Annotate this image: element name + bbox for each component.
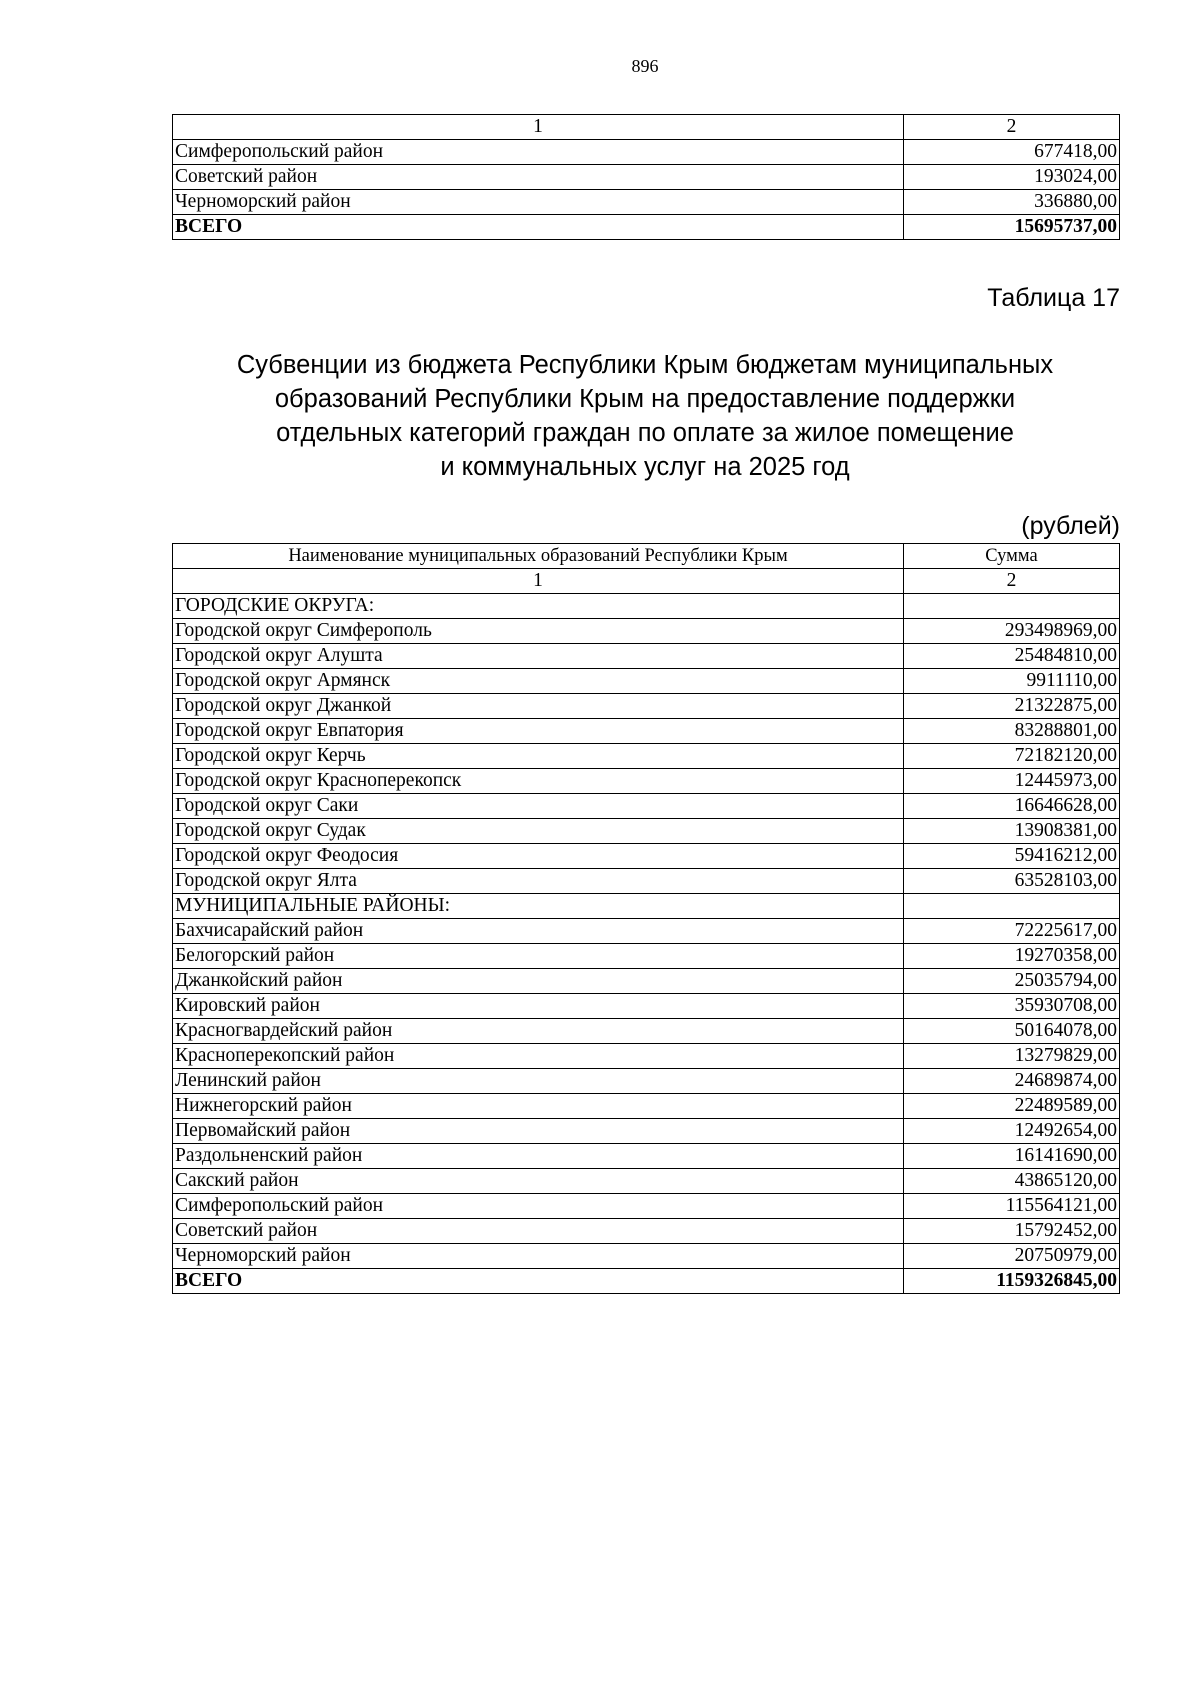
total-label: ВСЕГО [173,215,904,240]
row-value: 43865120,00 [904,1169,1120,1194]
header-sum: Сумма [904,544,1120,569]
header-row [173,544,1120,569]
row-name: Джанкойский район [173,969,904,994]
table-row [173,919,1120,944]
row-name: Первомайский район [173,1119,904,1144]
row-value: 115564121,00 [904,1194,1120,1219]
table-row [173,1219,1120,1244]
table-row [173,669,1120,694]
total-row [173,215,1120,240]
column-number-row [173,569,1120,594]
group-label: ГОРОДСКИЕ ОКРУГА: [173,594,904,619]
document-title [150,348,1140,484]
row-value: 35930708,00 [904,994,1120,1019]
table-row [173,994,1120,1019]
column-number-row [173,115,1120,140]
row-value: 21322875,00 [904,694,1120,719]
row-value: 16141690,00 [904,1144,1120,1169]
row-name: Советский район [173,1219,904,1244]
table-row [173,1094,1120,1119]
row-name: Городской округ Алушта [173,644,904,669]
column-number-2: 2 [904,115,1120,140]
row-name: Городской округ Джанкой [173,694,904,719]
table-row [173,694,1120,719]
empty-cell [904,894,1120,919]
unit-label: (рублей) [1021,512,1120,540]
table-row [173,769,1120,794]
row-value: 13279829,00 [904,1044,1120,1069]
row-name: Ленинский район [173,1069,904,1094]
row-name: Городской округ Красноперекопск [173,769,904,794]
table-row [173,1044,1120,1069]
empty-cell [904,594,1120,619]
table-row [173,1069,1120,1094]
total-label: ВСЕГО [173,1269,904,1294]
row-name: Нижнегорский район [173,1094,904,1119]
row-name: Городской округ Керчь [173,744,904,769]
table-row [173,619,1120,644]
row-name: Кировский район [173,994,904,1019]
row-value: 293498969,00 [904,619,1120,644]
row-value: 20750979,00 [904,1244,1120,1269]
table-row [173,1119,1120,1144]
row-value: 12445973,00 [904,769,1120,794]
row-name: Бахчисарайский район [173,919,904,944]
table-label: Таблица 17 [987,284,1120,312]
column-number-1: 1 [173,569,904,594]
table-row [173,969,1120,994]
row-name: Черноморский район [173,1244,904,1269]
table-row [173,819,1120,844]
row-value: 24689874,00 [904,1069,1120,1094]
row-value: 59416212,00 [904,844,1120,869]
row-name: Красногвардейский район [173,1019,904,1044]
title-line: отдельных категорий граждан по оплате за жилое помещение [276,419,1014,447]
row-value: 72225617,00 [904,919,1120,944]
row-name: Симферопольский район [173,1194,904,1219]
row-value: 193024,00 [904,165,1120,190]
row-value: 13908381,00 [904,819,1120,844]
table-row [173,190,1120,215]
row-value: 9911110,00 [904,669,1120,694]
row-name: Городской округ Евпатория [173,719,904,744]
group-row-urban [173,594,1120,619]
group-row-districts [173,894,1120,919]
row-name: Черноморский район [173,190,904,215]
row-name: Городской округ Феодосия [173,844,904,869]
row-value: 25484810,00 [904,644,1120,669]
row-value: 22489589,00 [904,1094,1120,1119]
group-label: МУНИЦИПАЛЬНЫЕ РАЙОНЫ: [173,894,904,919]
total-value: 1159326845,00 [904,1269,1120,1294]
table-row [173,1019,1120,1044]
column-number-2: 2 [904,569,1120,594]
title-line: образований Республики Крым на предоставление поддержки [274,385,1016,413]
table-row [173,140,1120,165]
total-value: 15695737,00 [904,215,1120,240]
row-name: Сакский район [173,1169,904,1194]
row-name: Белогорский район [173,944,904,969]
row-value: 15792452,00 [904,1219,1120,1244]
row-value: 336880,00 [904,190,1120,215]
row-value: 16646628,00 [904,794,1120,819]
row-value: 83288801,00 [904,719,1120,744]
row-name: Городской округ Армянск [173,669,904,694]
row-name: Городской округ Судак [173,819,904,844]
column-number-1: 1 [173,115,904,140]
header-name: Наименование муниципальных образований Республики Крым [173,544,904,569]
row-name: Красноперекопский район [173,1044,904,1069]
title-line: Субвенции из бюджета Республики Крым бюджетам муниципальных [236,351,1054,379]
table-row [173,794,1120,819]
previous-table-continuation [172,114,1120,240]
row-value: 12492654,00 [904,1119,1120,1144]
table-row [173,944,1120,969]
table-row [173,644,1120,669]
total-row [173,1269,1120,1294]
row-value: 72182120,00 [904,744,1120,769]
row-name: Городской округ Ялта [173,869,904,894]
row-name: Симферопольский район [173,140,904,165]
table-row [173,165,1120,190]
row-value: 63528103,00 [904,869,1120,894]
row-name: Раздольненский район [173,1144,904,1169]
table-row [173,1244,1120,1269]
subventions-table [172,543,1120,1294]
row-value: 50164078,00 [904,1019,1120,1044]
row-value: 677418,00 [904,140,1120,165]
table-row [173,1194,1120,1219]
row-value: 19270358,00 [904,944,1120,969]
row-name: Советский район [173,165,904,190]
title-line: и коммунальных услуг на 2025 год [440,453,850,481]
table-row [173,869,1120,894]
table-row [173,1144,1120,1169]
page-number: 896 [631,56,659,76]
table-row [173,844,1120,869]
row-value: 25035794,00 [904,969,1120,994]
table-row [173,1169,1120,1194]
row-name: Городской округ Саки [173,794,904,819]
row-name: Городской округ Симферополь [173,619,904,644]
table-row [173,744,1120,769]
table-row [173,719,1120,744]
